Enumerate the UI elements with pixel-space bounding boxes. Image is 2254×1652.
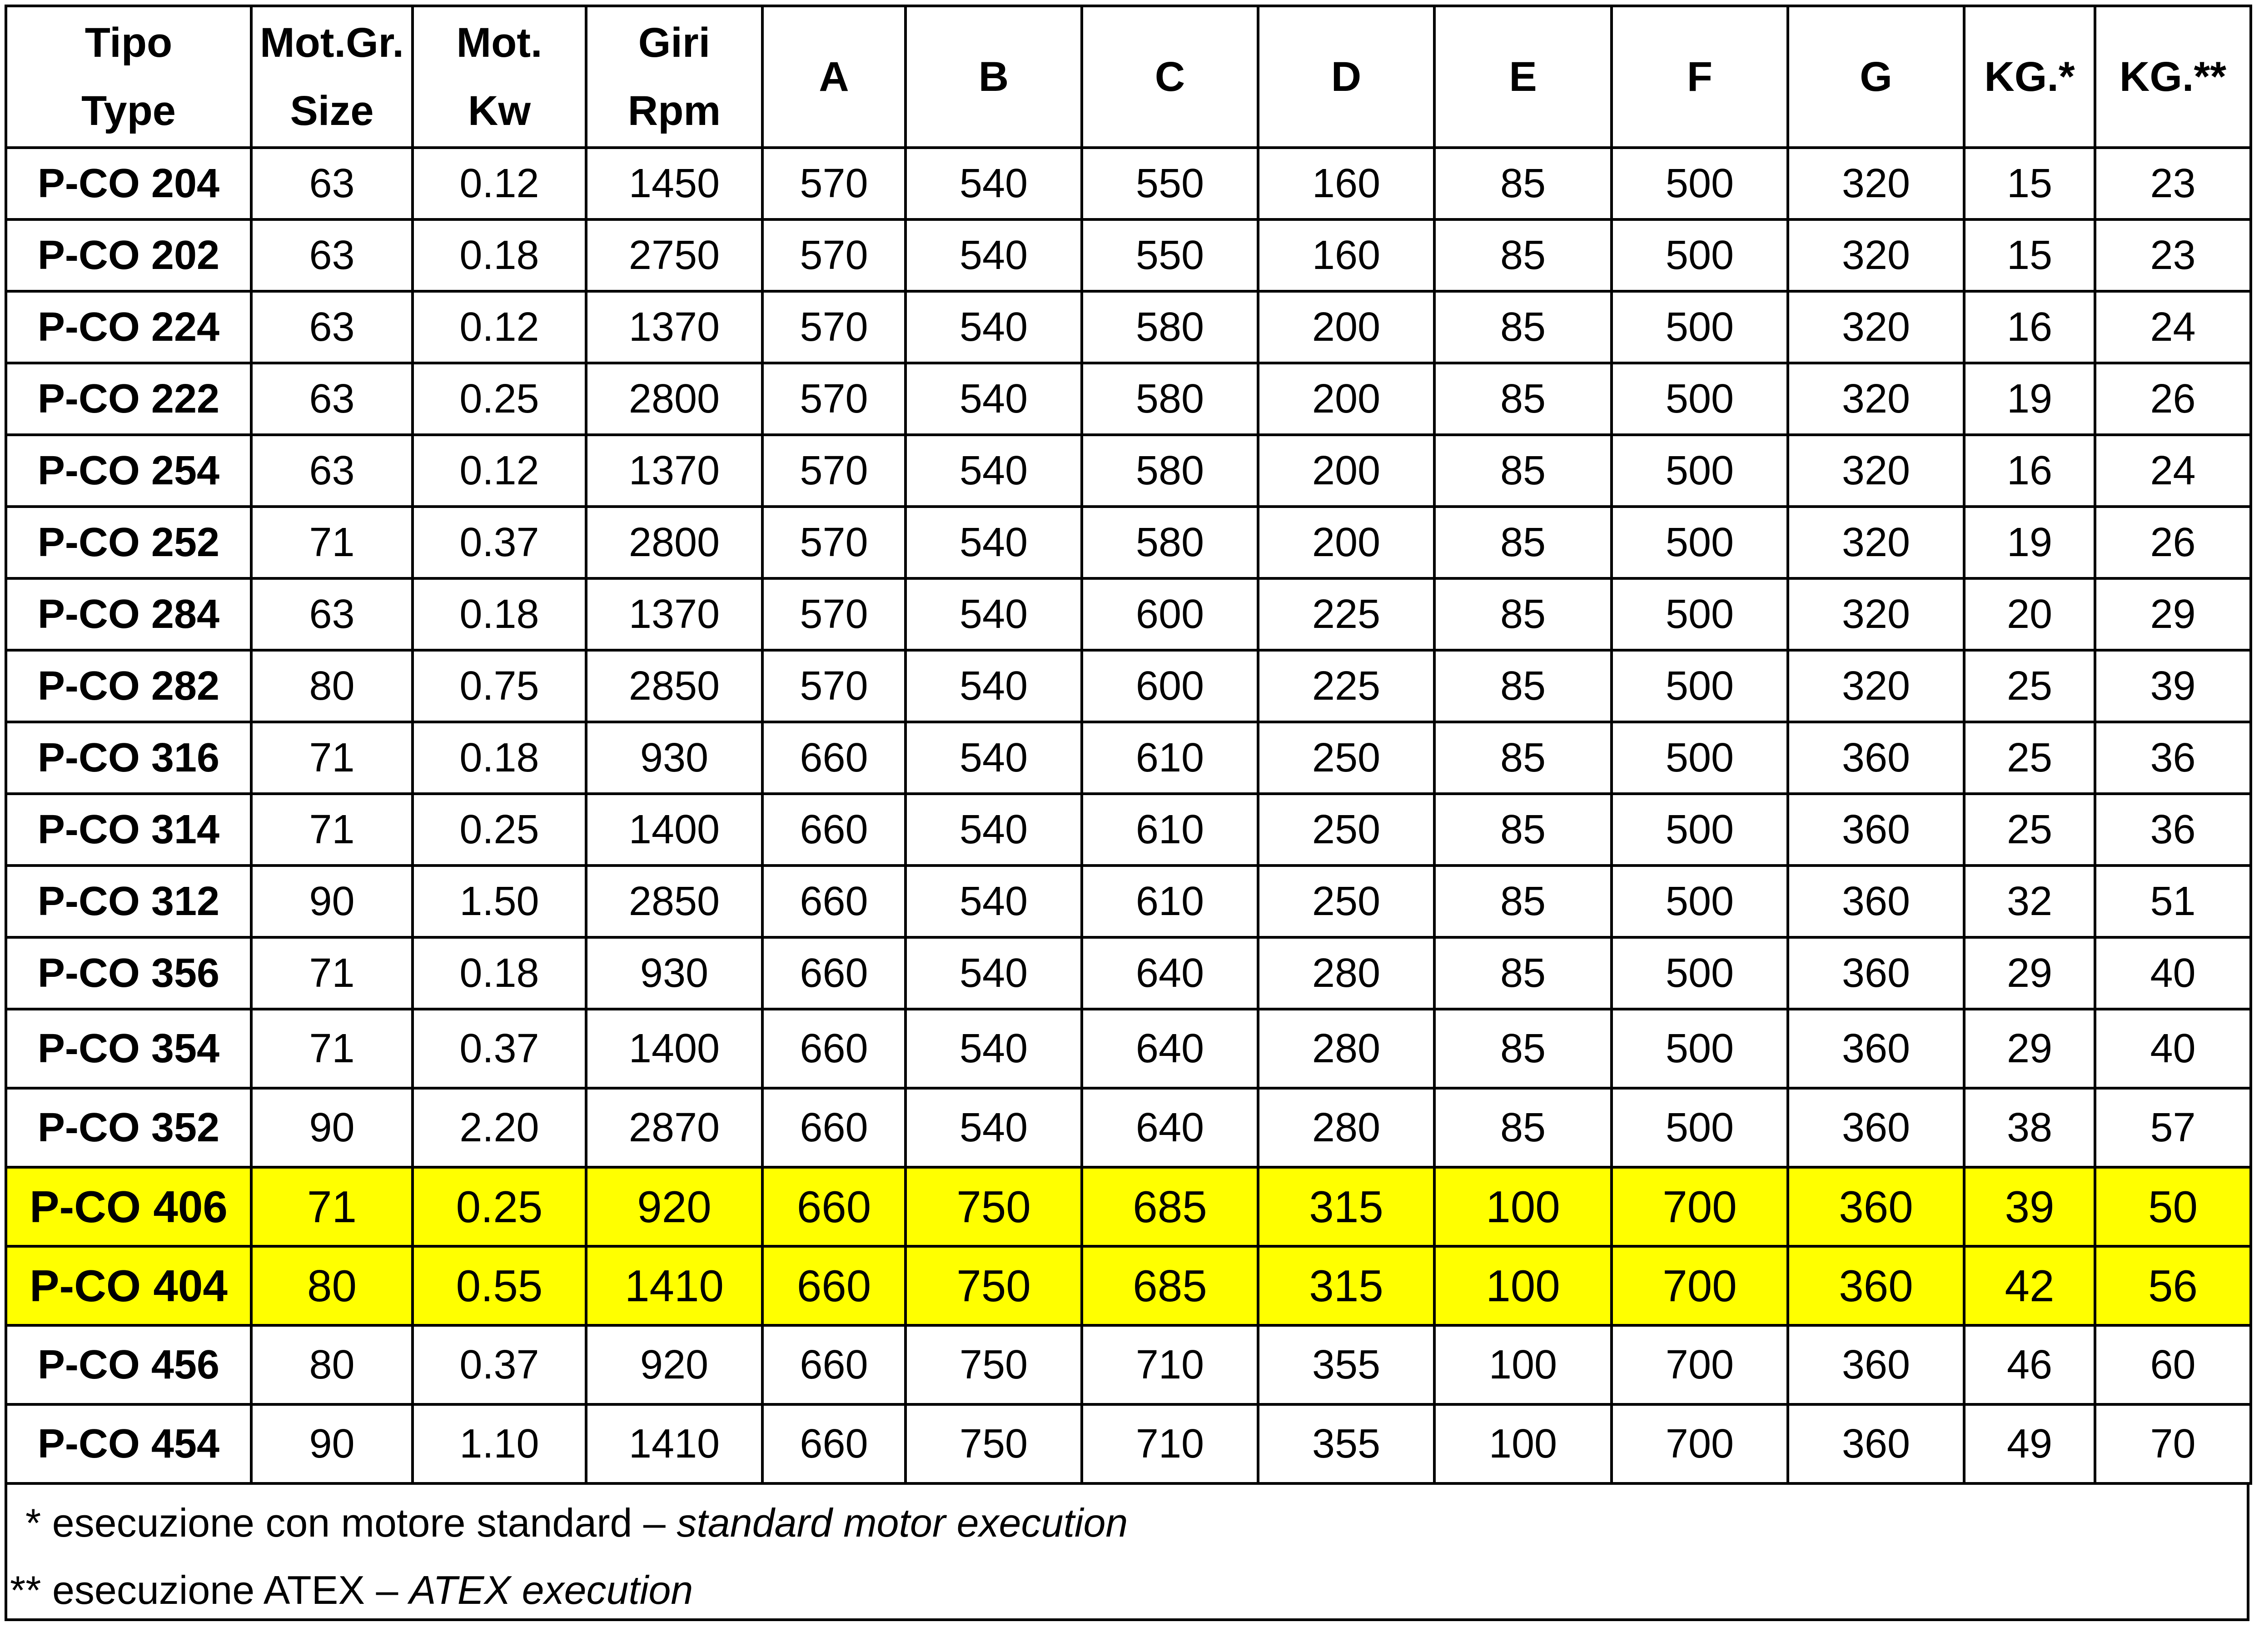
type-cell: P-CO 356 — [6, 937, 251, 1009]
value-cell: 85 — [1434, 937, 1612, 1009]
value-cell: 40 — [2095, 937, 2251, 1009]
value-cell: 63 — [251, 148, 413, 219]
value-cell: 26 — [2095, 507, 2251, 578]
column-header-line1: D — [1331, 54, 1362, 100]
value-cell: 540 — [906, 507, 1082, 578]
value-cell: 570 — [762, 363, 906, 435]
table-row — [6, 1404, 2251, 1483]
value-cell: 85 — [1434, 435, 1612, 507]
value-cell: 580 — [1082, 507, 1258, 578]
table-row — [6, 148, 2251, 219]
value-cell: 540 — [906, 1009, 1082, 1088]
table-row — [6, 363, 2251, 435]
value-cell: 540 — [906, 291, 1082, 363]
type-cell: P-CO 314 — [6, 794, 251, 866]
value-cell: 360 — [1788, 794, 1964, 866]
value-cell: 580 — [1082, 291, 1258, 363]
column-header — [906, 6, 1082, 148]
table-body — [6, 148, 2251, 1483]
value-cell: 160 — [1258, 219, 1434, 291]
value-cell: 71 — [251, 722, 413, 794]
value-cell: 570 — [762, 148, 906, 219]
value-cell: 500 — [1612, 937, 1788, 1009]
value-cell: 0.18 — [413, 219, 586, 291]
column-header — [1258, 6, 1434, 148]
value-cell: 85 — [1434, 148, 1612, 219]
value-cell: 540 — [906, 1088, 1082, 1167]
value-cell: 15 — [1964, 148, 2095, 219]
value-cell: 23 — [2095, 219, 2251, 291]
value-cell: 570 — [762, 507, 906, 578]
value-cell: 200 — [1258, 507, 1434, 578]
column-header — [251, 6, 413, 148]
column-header-line1: C — [1154, 54, 1185, 100]
value-cell: 500 — [1612, 1088, 1788, 1167]
column-header-line1: B — [978, 54, 1009, 100]
value-cell: 2870 — [586, 1088, 762, 1167]
value-cell: 2800 — [586, 363, 762, 435]
table-row — [6, 219, 2251, 291]
value-cell: 580 — [1082, 363, 1258, 435]
column-header — [762, 6, 906, 148]
dimensions-table — [5, 5, 2252, 1485]
footnote-atex-italic: ATEX execution — [409, 1567, 693, 1612]
value-cell: 360 — [1788, 866, 1964, 937]
type-cell: P-CO 222 — [6, 363, 251, 435]
value-cell: 80 — [251, 650, 413, 722]
value-cell: 660 — [762, 1404, 906, 1483]
value-cell: 750 — [906, 1246, 1082, 1325]
value-cell: 570 — [762, 219, 906, 291]
header-row — [6, 6, 2251, 148]
value-cell: 29 — [2095, 578, 2251, 650]
value-cell: 1370 — [586, 435, 762, 507]
value-cell: 90 — [251, 1404, 413, 1483]
value-cell: 1400 — [586, 794, 762, 866]
type-cell: P-CO 404 — [6, 1246, 251, 1325]
type-cell: P-CO 406 — [6, 1167, 251, 1246]
table-row — [6, 291, 2251, 363]
value-cell: 16 — [1964, 435, 2095, 507]
value-cell: 200 — [1258, 291, 1434, 363]
footnote-atex — [7, 1557, 2247, 1624]
column-header-line1: Mot.Gr. — [260, 20, 404, 66]
value-cell: 25 — [1964, 794, 2095, 866]
value-cell: 660 — [762, 866, 906, 937]
value-cell: 660 — [762, 1246, 906, 1325]
value-cell: 685 — [1082, 1167, 1258, 1246]
value-cell: 660 — [762, 1088, 906, 1167]
value-cell: 500 — [1612, 866, 1788, 937]
value-cell: 0.12 — [413, 291, 586, 363]
type-cell: P-CO 204 — [6, 148, 251, 219]
column-header-line1: KG.** — [2119, 54, 2227, 100]
value-cell: 320 — [1788, 435, 1964, 507]
table-row — [6, 1088, 2251, 1167]
value-cell: 360 — [1788, 1167, 1964, 1246]
value-cell: 0.37 — [413, 507, 586, 578]
value-cell: 660 — [762, 722, 906, 794]
value-cell: 57 — [2095, 1088, 2251, 1167]
value-cell: 2800 — [586, 507, 762, 578]
value-cell: 600 — [1082, 650, 1258, 722]
table-row — [6, 1009, 2251, 1088]
value-cell: 930 — [586, 937, 762, 1009]
value-cell: 250 — [1258, 794, 1434, 866]
column-header-line1: KG.* — [1984, 54, 2075, 100]
value-cell: 360 — [1788, 1009, 1964, 1088]
value-cell: 500 — [1612, 148, 1788, 219]
value-cell: 280 — [1258, 1009, 1434, 1088]
value-cell: 700 — [1612, 1404, 1788, 1483]
value-cell: 71 — [251, 1009, 413, 1088]
table-row-highlighted — [6, 1246, 2251, 1325]
value-cell: 280 — [1258, 937, 1434, 1009]
type-cell: P-CO 282 — [6, 650, 251, 722]
table-row — [6, 578, 2251, 650]
column-header-line1: G — [1860, 54, 1892, 100]
value-cell: 315 — [1258, 1246, 1434, 1325]
value-cell: 570 — [762, 578, 906, 650]
column-header — [6, 6, 251, 148]
value-cell: 85 — [1434, 722, 1612, 794]
value-cell: 360 — [1788, 1088, 1964, 1167]
value-cell: 1370 — [586, 291, 762, 363]
column-header-line1: E — [1509, 54, 1537, 100]
value-cell: 85 — [1434, 866, 1612, 937]
value-cell: 500 — [1612, 650, 1788, 722]
value-cell: 200 — [1258, 363, 1434, 435]
column-header — [586, 6, 762, 148]
type-cell: P-CO 352 — [6, 1088, 251, 1167]
value-cell: 32 — [1964, 866, 2095, 937]
value-cell: 360 — [1788, 722, 1964, 794]
value-cell: 700 — [1612, 1325, 1788, 1404]
value-cell: 1410 — [586, 1404, 762, 1483]
value-cell: 750 — [906, 1167, 1082, 1246]
value-cell: 320 — [1788, 363, 1964, 435]
value-cell: 540 — [906, 578, 1082, 650]
value-cell: 660 — [762, 1009, 906, 1088]
value-cell: 540 — [906, 219, 1082, 291]
value-cell: 540 — [906, 794, 1082, 866]
value-cell: 540 — [906, 866, 1082, 937]
value-cell: 26 — [2095, 363, 2251, 435]
footnote-standard — [7, 1489, 2247, 1557]
value-cell: 0.12 — [413, 148, 586, 219]
value-cell: 100 — [1434, 1404, 1612, 1483]
value-cell: 63 — [251, 363, 413, 435]
value-cell: 25 — [1964, 650, 2095, 722]
column-header — [1788, 6, 1964, 148]
column-header-line2: Type — [81, 88, 176, 134]
type-cell: P-CO 254 — [6, 435, 251, 507]
value-cell: 660 — [762, 794, 906, 866]
value-cell: 90 — [251, 866, 413, 937]
type-cell: P-CO 316 — [6, 722, 251, 794]
spec-sheet — [5, 5, 2249, 1647]
value-cell: 920 — [586, 1167, 762, 1246]
value-cell: 1410 — [586, 1246, 762, 1325]
type-cell: P-CO 454 — [6, 1404, 251, 1483]
value-cell: 85 — [1434, 291, 1612, 363]
value-cell: 710 — [1082, 1325, 1258, 1404]
value-cell: 85 — [1434, 507, 1612, 578]
value-cell: 320 — [1788, 291, 1964, 363]
value-cell: 660 — [762, 1167, 906, 1246]
value-cell: 46 — [1964, 1325, 2095, 1404]
column-header-line2: Rpm — [627, 88, 721, 134]
value-cell: 500 — [1612, 435, 1788, 507]
value-cell: 85 — [1434, 650, 1612, 722]
value-cell: 100 — [1434, 1325, 1612, 1404]
value-cell: 685 — [1082, 1246, 1258, 1325]
value-cell: 49 — [1964, 1404, 2095, 1483]
value-cell: 1450 — [586, 148, 762, 219]
column-header-line1: Mot. — [456, 20, 542, 66]
value-cell: 71 — [251, 937, 413, 1009]
value-cell: 25 — [1964, 722, 2095, 794]
value-cell: 0.37 — [413, 1009, 586, 1088]
column-header — [1082, 6, 1258, 148]
value-cell: 500 — [1612, 219, 1788, 291]
value-cell: 85 — [1434, 578, 1612, 650]
value-cell: 90 — [251, 1088, 413, 1167]
type-cell: P-CO 354 — [6, 1009, 251, 1088]
value-cell: 225 — [1258, 650, 1434, 722]
value-cell: 0.55 — [413, 1246, 586, 1325]
value-cell: 63 — [251, 435, 413, 507]
value-cell: 570 — [762, 291, 906, 363]
value-cell: 51 — [2095, 866, 2251, 937]
table-row — [6, 866, 2251, 937]
column-header-line1: F — [1687, 54, 1713, 100]
table-row — [6, 722, 2251, 794]
value-cell: 100 — [1434, 1167, 1612, 1246]
value-cell: 660 — [762, 1325, 906, 1404]
value-cell: 0.25 — [413, 794, 586, 866]
value-cell: 85 — [1434, 219, 1612, 291]
value-cell: 38 — [1964, 1088, 2095, 1167]
footnote-atex-text: ** esecuzione ATEX – — [10, 1567, 409, 1612]
value-cell: 42 — [1964, 1246, 2095, 1325]
value-cell: 24 — [2095, 435, 2251, 507]
value-cell: 85 — [1434, 1009, 1612, 1088]
value-cell: 200 — [1258, 435, 1434, 507]
value-cell: 36 — [2095, 794, 2251, 866]
value-cell: 700 — [1612, 1246, 1788, 1325]
value-cell: 2750 — [586, 219, 762, 291]
value-cell: 540 — [906, 435, 1082, 507]
value-cell: 250 — [1258, 722, 1434, 794]
value-cell: 500 — [1612, 794, 1788, 866]
value-cell: 550 — [1082, 148, 1258, 219]
value-cell: 29 — [1964, 937, 2095, 1009]
value-cell: 39 — [1964, 1167, 2095, 1246]
value-cell: 1370 — [586, 578, 762, 650]
value-cell: 100 — [1434, 1246, 1612, 1325]
type-cell: P-CO 456 — [6, 1325, 251, 1404]
value-cell: 50 — [2095, 1167, 2251, 1246]
table-row — [6, 794, 2251, 866]
value-cell: 500 — [1612, 291, 1788, 363]
footnotes — [5, 1485, 2249, 1621]
value-cell: 15 — [1964, 219, 2095, 291]
value-cell: 500 — [1612, 1009, 1788, 1088]
column-header-line2: Kw — [468, 88, 531, 134]
value-cell: 640 — [1082, 1009, 1258, 1088]
value-cell: 360 — [1788, 937, 1964, 1009]
value-cell: 2850 — [586, 650, 762, 722]
value-cell: 0.18 — [413, 722, 586, 794]
value-cell: 225 — [1258, 578, 1434, 650]
type-cell: P-CO 202 — [6, 219, 251, 291]
column-header-line1: Tipo — [85, 20, 173, 66]
value-cell: 63 — [251, 291, 413, 363]
value-cell: 80 — [251, 1325, 413, 1404]
value-cell: 700 — [1612, 1167, 1788, 1246]
value-cell: 1.50 — [413, 866, 586, 937]
value-cell: 56 — [2095, 1246, 2251, 1325]
value-cell: 710 — [1082, 1404, 1258, 1483]
value-cell: 640 — [1082, 937, 1258, 1009]
value-cell: 85 — [1434, 363, 1612, 435]
value-cell: 540 — [906, 937, 1082, 1009]
value-cell: 60 — [2095, 1325, 2251, 1404]
value-cell: 20 — [1964, 578, 2095, 650]
value-cell: 23 — [2095, 148, 2251, 219]
column-header-line2: Size — [290, 88, 374, 134]
column-header — [1964, 6, 2095, 148]
column-header-line1: A — [819, 54, 849, 100]
value-cell: 0.75 — [413, 650, 586, 722]
value-cell: 36 — [2095, 722, 2251, 794]
value-cell: 750 — [906, 1404, 1082, 1483]
value-cell: 40 — [2095, 1009, 2251, 1088]
type-cell: P-CO 312 — [6, 866, 251, 937]
value-cell: 500 — [1612, 722, 1788, 794]
value-cell: 610 — [1082, 866, 1258, 937]
value-cell: 920 — [586, 1325, 762, 1404]
value-cell: 250 — [1258, 866, 1434, 937]
value-cell: 570 — [762, 435, 906, 507]
value-cell: 280 — [1258, 1088, 1434, 1167]
value-cell: 2.20 — [413, 1088, 586, 1167]
table-row — [6, 435, 2251, 507]
value-cell: 320 — [1788, 650, 1964, 722]
value-cell: 0.18 — [413, 937, 586, 1009]
footnote-standard-italic: standard motor execution — [677, 1500, 1128, 1545]
value-cell: 80 — [251, 1246, 413, 1325]
value-cell: 610 — [1082, 722, 1258, 794]
table-row — [6, 507, 2251, 578]
type-cell: P-CO 284 — [6, 578, 251, 650]
column-header — [1612, 6, 1788, 148]
value-cell: 355 — [1258, 1404, 1434, 1483]
value-cell: 71 — [251, 1167, 413, 1246]
type-cell: P-CO 252 — [6, 507, 251, 578]
value-cell: 63 — [251, 219, 413, 291]
value-cell: 360 — [1788, 1404, 1964, 1483]
value-cell: 71 — [251, 794, 413, 866]
value-cell: 930 — [586, 722, 762, 794]
value-cell: 320 — [1788, 578, 1964, 650]
value-cell: 85 — [1434, 794, 1612, 866]
value-cell: 610 — [1082, 794, 1258, 866]
value-cell: 320 — [1788, 507, 1964, 578]
table-row-highlighted — [6, 1167, 2251, 1246]
value-cell: 1.10 — [413, 1404, 586, 1483]
value-cell: 550 — [1082, 219, 1258, 291]
value-cell: 500 — [1612, 578, 1788, 650]
value-cell: 160 — [1258, 148, 1434, 219]
value-cell: 580 — [1082, 435, 1258, 507]
column-header — [413, 6, 586, 148]
table-row — [6, 650, 2251, 722]
column-header — [2095, 6, 2251, 148]
value-cell: 500 — [1612, 507, 1788, 578]
value-cell: 19 — [1964, 363, 2095, 435]
value-cell: 0.25 — [413, 1167, 586, 1246]
value-cell: 24 — [2095, 291, 2251, 363]
value-cell: 19 — [1964, 507, 2095, 578]
value-cell: 63 — [251, 578, 413, 650]
value-cell: 320 — [1788, 219, 1964, 291]
value-cell: 0.37 — [413, 1325, 586, 1404]
value-cell: 71 — [251, 507, 413, 578]
value-cell: 1400 — [586, 1009, 762, 1088]
type-cell: P-CO 224 — [6, 291, 251, 363]
value-cell: 360 — [1788, 1246, 1964, 1325]
value-cell: 70 — [2095, 1404, 2251, 1483]
value-cell: 540 — [906, 722, 1082, 794]
value-cell: 640 — [1082, 1088, 1258, 1167]
value-cell: 0.18 — [413, 578, 586, 650]
value-cell: 85 — [1434, 1088, 1612, 1167]
table-row — [6, 937, 2251, 1009]
value-cell: 0.25 — [413, 363, 586, 435]
value-cell: 540 — [906, 650, 1082, 722]
value-cell: 660 — [762, 937, 906, 1009]
value-cell: 16 — [1964, 291, 2095, 363]
value-cell: 540 — [906, 148, 1082, 219]
value-cell: 750 — [906, 1325, 1082, 1404]
table-row — [6, 1325, 2251, 1404]
value-cell: 320 — [1788, 148, 1964, 219]
value-cell: 570 — [762, 650, 906, 722]
value-cell: 360 — [1788, 1325, 1964, 1404]
column-header — [1434, 6, 1612, 148]
value-cell: 39 — [2095, 650, 2251, 722]
value-cell: 29 — [1964, 1009, 2095, 1088]
value-cell: 0.12 — [413, 435, 586, 507]
value-cell: 500 — [1612, 363, 1788, 435]
column-header-line1: Giri — [638, 20, 711, 66]
value-cell: 2850 — [586, 866, 762, 937]
value-cell: 315 — [1258, 1167, 1434, 1246]
value-cell: 540 — [906, 363, 1082, 435]
value-cell: 355 — [1258, 1325, 1434, 1404]
value-cell: 600 — [1082, 578, 1258, 650]
footnote-standard-text: * esecuzione con motore standard – — [25, 1500, 677, 1545]
